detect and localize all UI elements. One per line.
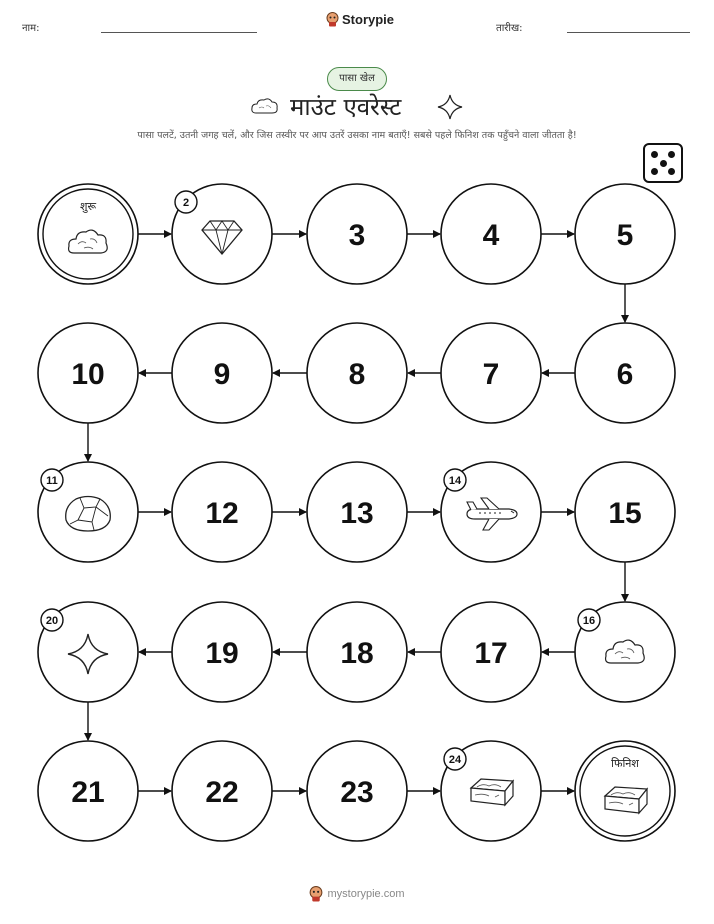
board-space-18 bbox=[307, 602, 407, 702]
board-space-6 bbox=[575, 323, 675, 423]
board-space-24 bbox=[441, 741, 541, 841]
space-number-badge: 24 bbox=[448, 754, 462, 766]
footer-url: mystorypie.com bbox=[327, 888, 405, 900]
board-space-8 bbox=[307, 323, 407, 423]
space-number-badge: 16 bbox=[582, 615, 596, 627]
rock-icon bbox=[66, 497, 111, 532]
page-title: माउंट एवरेस्ट bbox=[290, 93, 402, 121]
board-space-4 bbox=[441, 184, 541, 284]
instructions: पासा पलटें, उतनी जगह चलें, और जिस तस्वीर पर आप उतरें उसका नाम बताएँ! सबसे पहले फिनिश तक पहुँचने वाला जीतता है! bbox=[137, 130, 577, 141]
space-number: 13 bbox=[340, 497, 374, 530]
date-label: तारीख: bbox=[496, 23, 523, 34]
board-space-19 bbox=[172, 602, 272, 702]
board-space-14 bbox=[441, 462, 541, 562]
board-space-5 bbox=[575, 184, 675, 284]
space-number: 9 bbox=[213, 358, 231, 391]
space-number: 23 bbox=[340, 776, 374, 809]
space-number: 22 bbox=[205, 776, 239, 809]
board-space-17 bbox=[441, 602, 541, 702]
ice-block-icon bbox=[471, 779, 513, 805]
space-number: 19 bbox=[205, 637, 239, 670]
space-number-badge: 2 bbox=[182, 197, 190, 209]
space-number-badge: 14 bbox=[448, 475, 462, 487]
storypie-mascot-icon bbox=[309, 886, 323, 902]
space-number: 18 bbox=[340, 637, 374, 670]
board-space-15 bbox=[575, 462, 675, 562]
space-number: 5 bbox=[616, 219, 634, 252]
space-number: 15 bbox=[608, 497, 642, 530]
board-space-7 bbox=[441, 323, 541, 423]
space-number: 8 bbox=[348, 358, 366, 391]
board-space-3 bbox=[307, 184, 407, 284]
name-label: नाम: bbox=[22, 23, 40, 34]
board-space-22 bbox=[172, 741, 272, 841]
board-space-21 bbox=[38, 741, 138, 841]
space-number: 21 bbox=[71, 776, 105, 809]
game-type-badge: पासा खेल bbox=[327, 67, 387, 91]
space-number: 3 bbox=[348, 219, 366, 252]
space-number: 4 bbox=[482, 219, 500, 252]
board-space-13 bbox=[307, 462, 407, 562]
space-number: 7 bbox=[482, 358, 500, 391]
finish-space bbox=[575, 741, 675, 841]
start-space bbox=[38, 184, 138, 284]
board-space-9 bbox=[172, 323, 272, 423]
finish-label: फिनिश bbox=[611, 757, 639, 770]
space-number: 12 bbox=[205, 497, 239, 530]
board-space-20 bbox=[38, 602, 138, 702]
board-space-16 bbox=[575, 602, 675, 702]
space-number: 6 bbox=[616, 358, 634, 391]
space-number: 17 bbox=[474, 637, 508, 670]
board-space-11 bbox=[38, 462, 138, 562]
start-label: शुरू bbox=[79, 200, 97, 213]
board-space-2 bbox=[172, 184, 272, 284]
board-space-12 bbox=[172, 462, 272, 562]
footer bbox=[0, 886, 714, 902]
board-space-23 bbox=[307, 741, 407, 841]
space-number: 10 bbox=[71, 358, 105, 391]
ice-block-icon bbox=[605, 787, 647, 813]
space-number-badge: 20 bbox=[45, 615, 59, 627]
board-space-10 bbox=[38, 323, 138, 423]
brand-name: Storypie bbox=[342, 12, 395, 27]
space-number-badge: 11 bbox=[46, 475, 58, 487]
